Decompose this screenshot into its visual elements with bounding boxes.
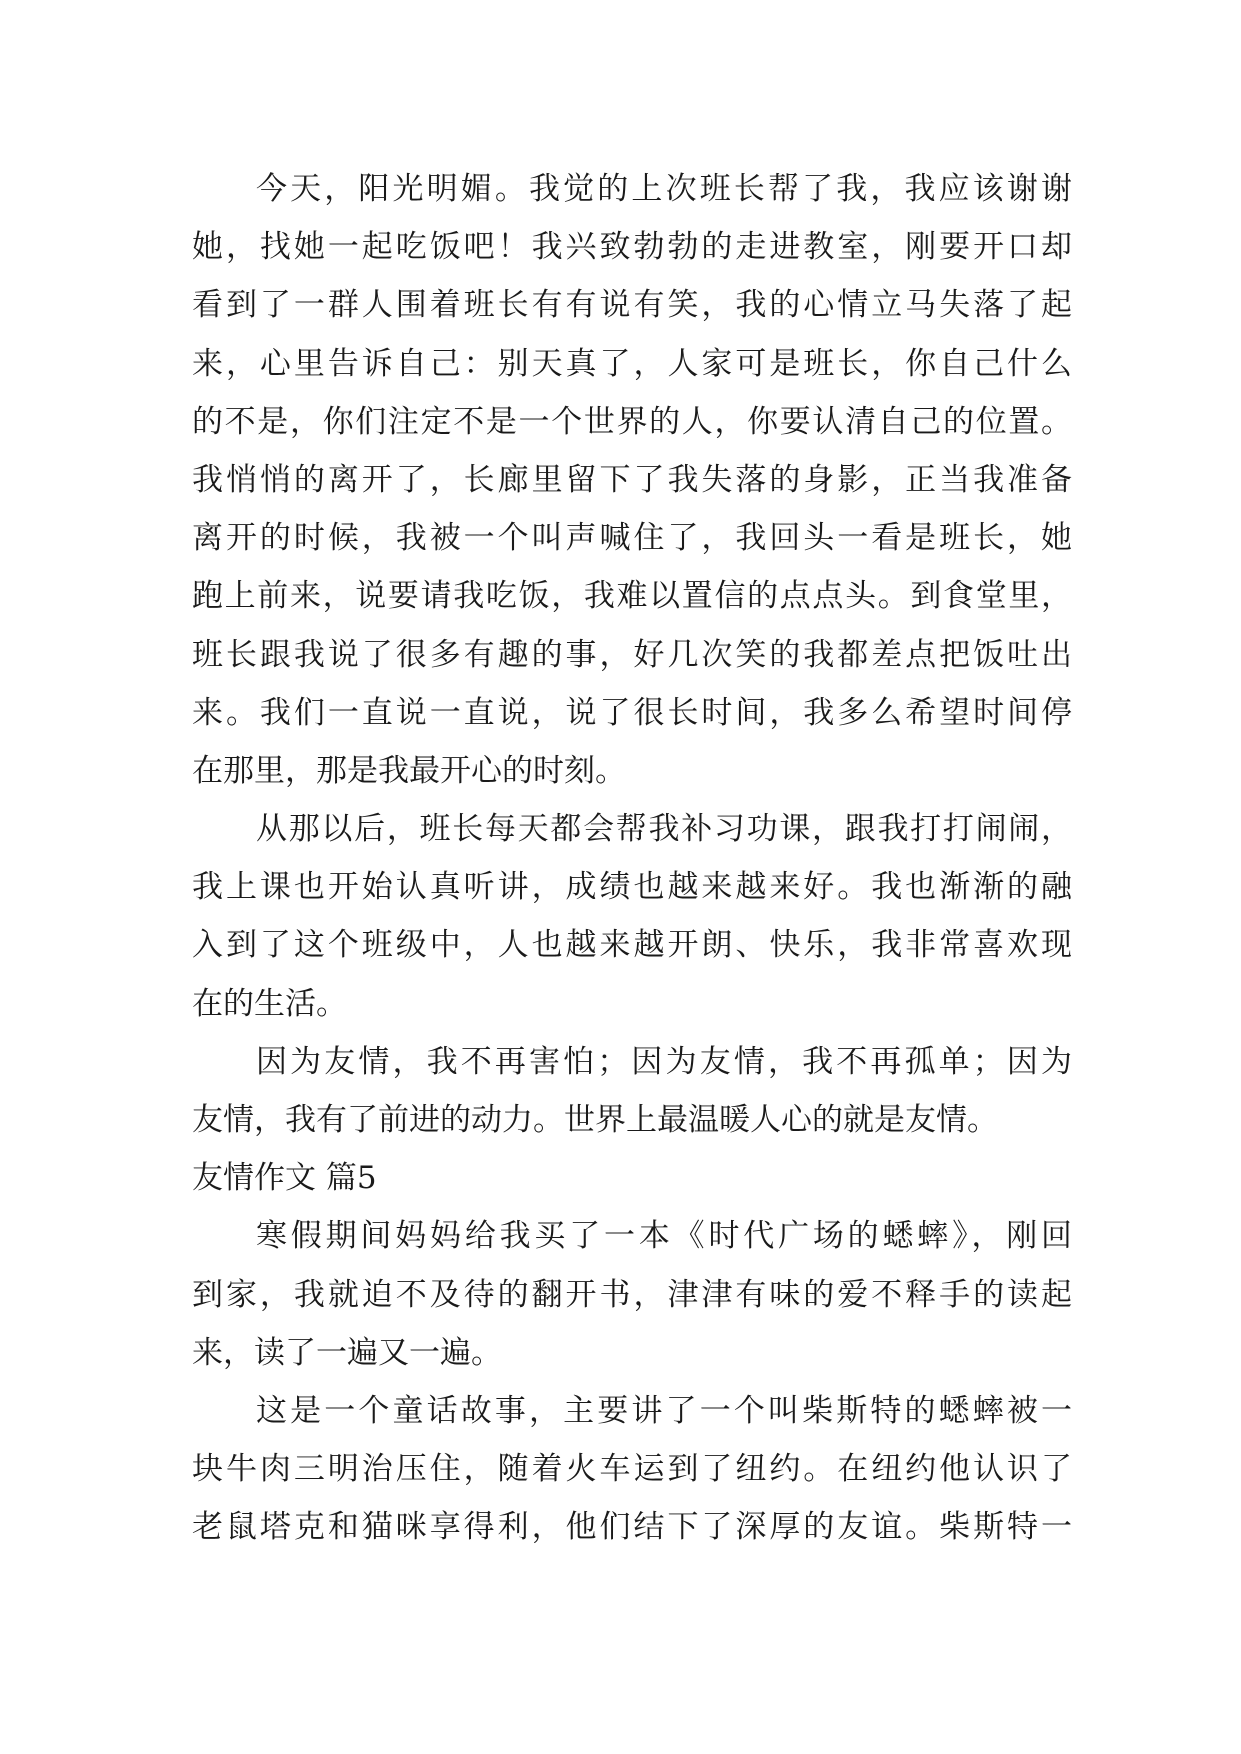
- text-line: 她，找她一起吃饭吧！我兴致勃勃的走进教室，刚要开口却: [192, 229, 1072, 266]
- paragraph-5: [192, 1382, 1072, 1557]
- text-line: 今天，阳光明媚。我觉的上次班长帮了我，我应该谢谢: [256, 171, 1072, 207]
- text-line: 老鼠塔克和猫咪享得利，他们结下了深厚的友谊。柴斯特一: [192, 1509, 1072, 1546]
- paragraph-1: [192, 160, 1072, 800]
- text-line: 我悄悄的离开了，长廊里留下了我失落的身影，正当我准备: [192, 461, 1072, 498]
- text-line: 来，心里告诉自己：别天真了，人家可是班长，你自己什么: [192, 345, 1072, 382]
- text-line: 这是一个童话故事，主要讲了一个叫柴斯特的蟋蟀被一: [256, 1392, 1072, 1429]
- text-line: 来。我们一直说一直说，说了很长时间，我多么希望时间停: [192, 694, 1072, 731]
- text-line: 入到了这个班级中，人也越来越开朗、快乐，我非常喜欢现: [192, 927, 1072, 964]
- text-line: 因为友情，我不再害怕；因为友情，我不再孤单；因为: [256, 1043, 1072, 1080]
- text-line: 离开的时候，我被一个叫声喊住了，我回头一看是班长，她: [192, 520, 1072, 557]
- text-line: 到家，我就迫不及待的翻开书，津津有味的爱不释手的读起: [192, 1276, 1072, 1313]
- text-line: 友情，我有了前进的动力。世界上最温暖人心的就是友情。: [192, 1102, 998, 1138]
- text-line: 看到了一群人围着班长有有说有笑，我的心情立马失落了起: [192, 287, 1072, 324]
- paragraph-4: [192, 1207, 1072, 1382]
- text-line: 的不是，你们注定不是一个世界的人，你要认清自己的位置。: [192, 403, 1072, 440]
- text-line: 在的生活。: [192, 985, 347, 1022]
- text-line: 班长跟我说了很多有趣的事，好几次笑的我都差点把饭吐出: [192, 636, 1072, 673]
- paragraph-2: [192, 800, 1072, 1033]
- text-line: 块牛肉三明治压住，随着火车运到了纽约。在纽约他认识了: [192, 1451, 1072, 1488]
- section-heading: 友情作文 篇5: [192, 1160, 377, 1197]
- text-line: 在那里，那是我最开心的时刻。: [192, 752, 626, 789]
- paragraph-3: [192, 1033, 1072, 1149]
- text-line: 我上课也开始认真听讲，成绩也越来越来好。我也渐渐的融: [192, 869, 1072, 906]
- document-body: [192, 160, 1072, 1557]
- text-line: 寒假期间妈妈给我买了一本《时代广场的蟋蟀》，刚回: [256, 1218, 1072, 1255]
- text-line: 来，读了一遍又一遍。: [192, 1334, 502, 1371]
- text-line: 从那以后，班长每天都会帮我补习功课，跟我打打闹闹，: [256, 811, 1072, 848]
- text-line: 跑上前来，说要请我吃饭，我难以置信的点点头。到食堂里，: [192, 578, 1072, 615]
